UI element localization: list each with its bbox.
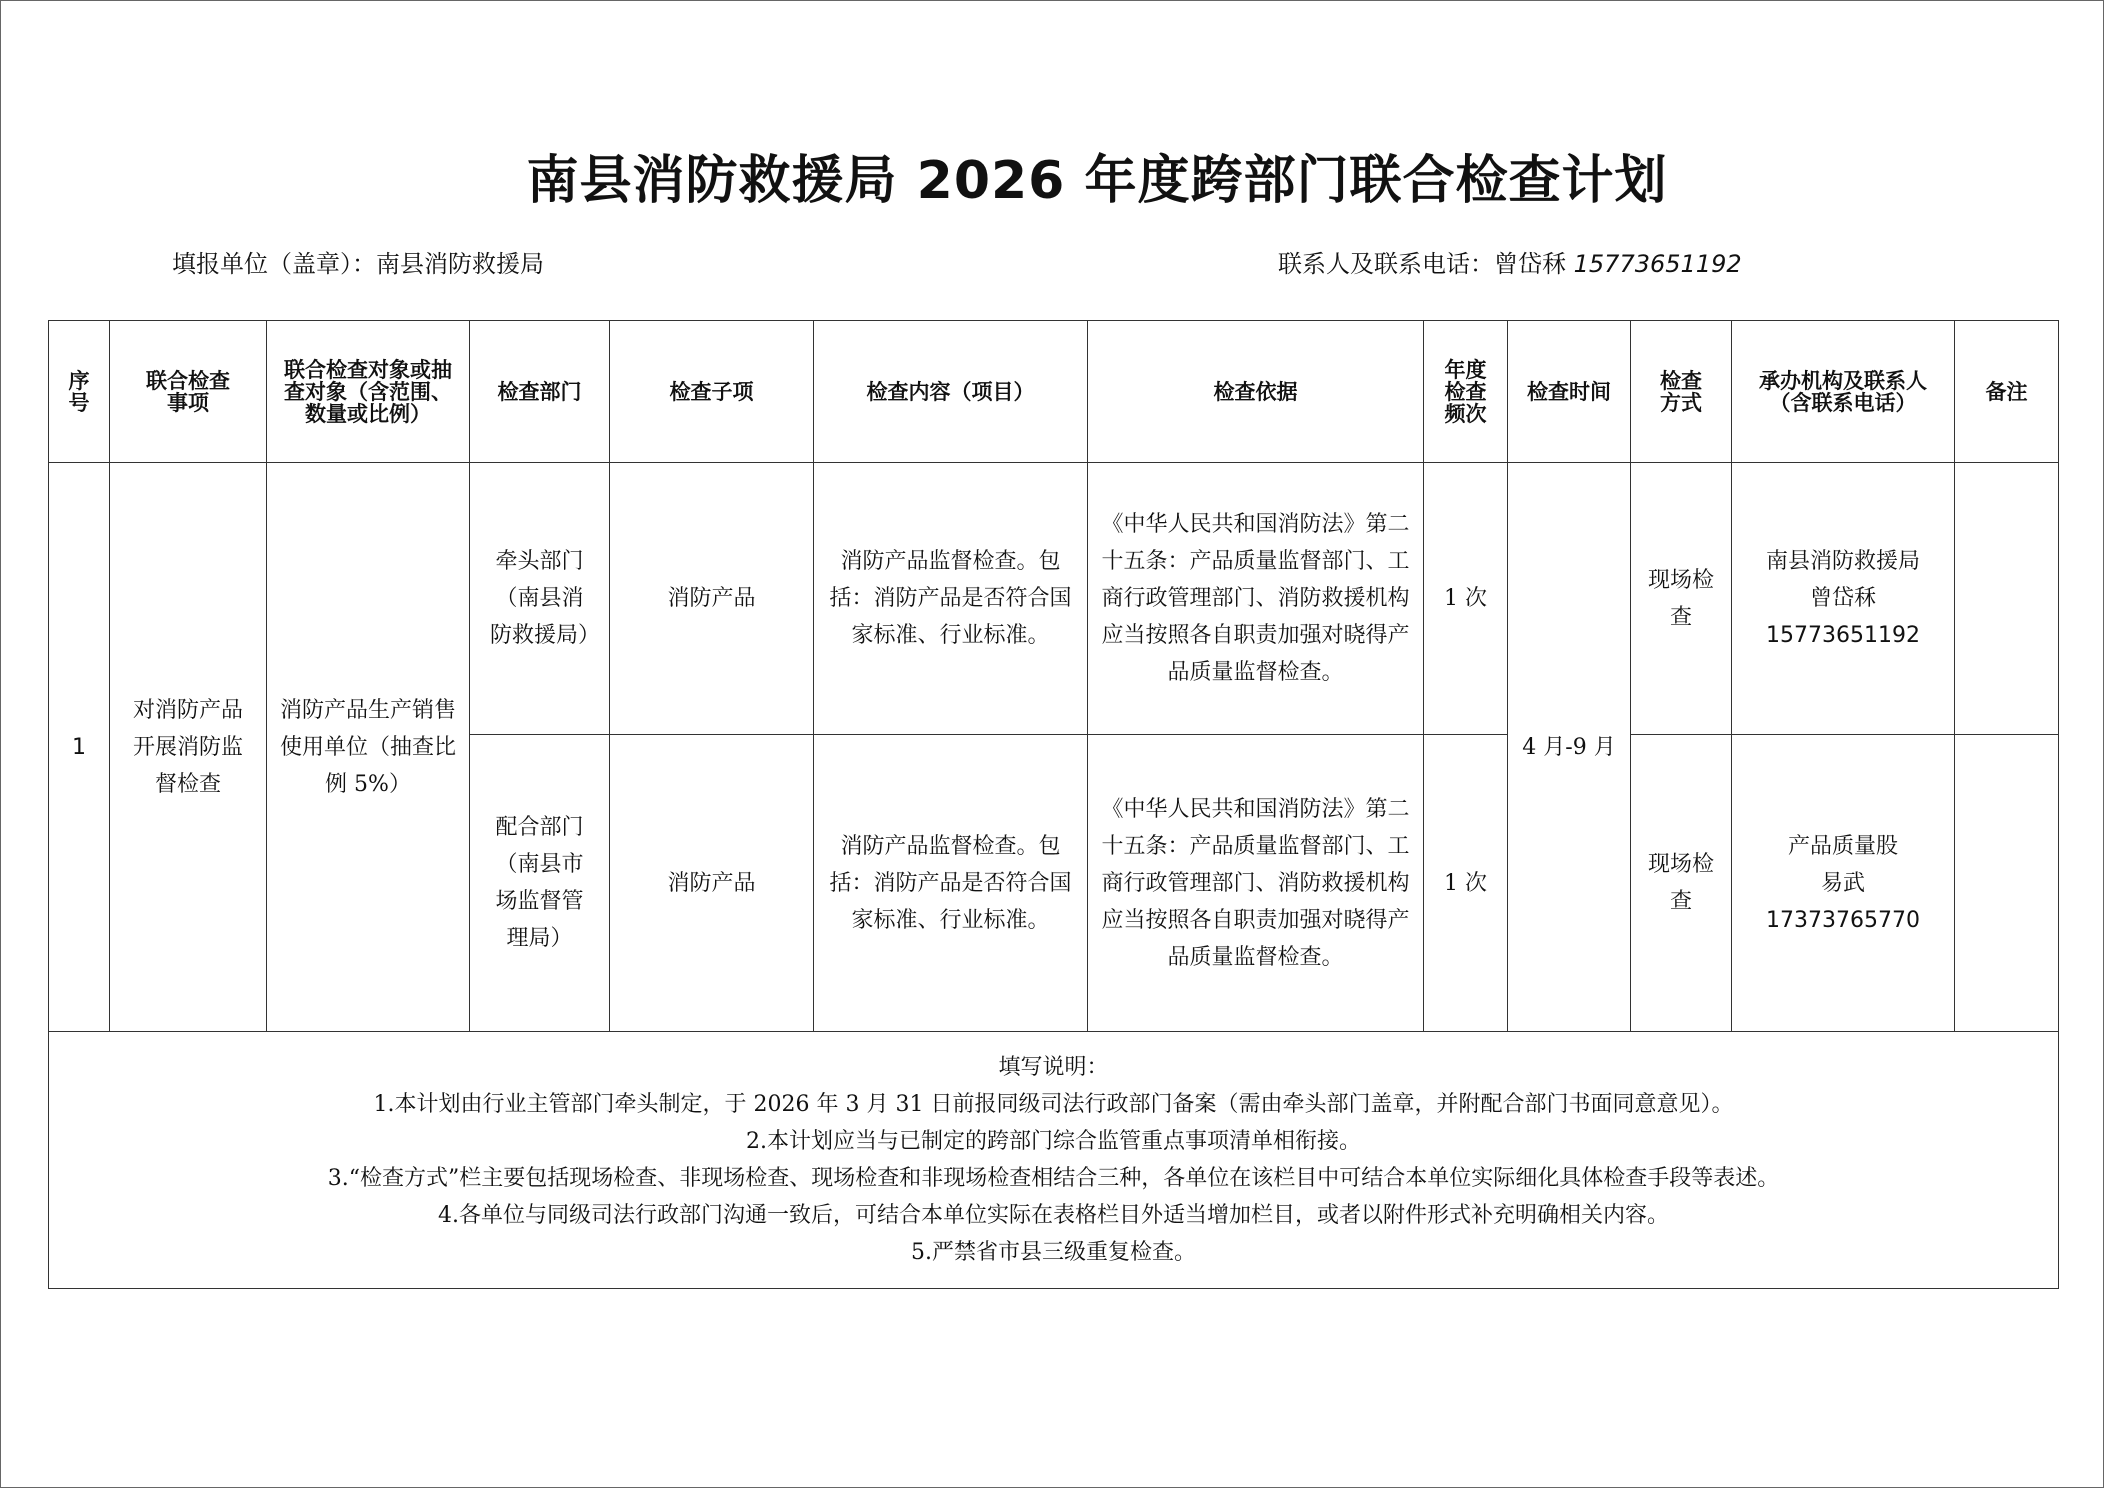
header-freq: 年度检查频次 bbox=[1424, 321, 1508, 463]
cell-content: 消防产品监督检查。包括：消防产品是否符合国家标准、行业标准。 bbox=[814, 463, 1088, 735]
note-line: 5.严禁省市县三级重复检查。 bbox=[911, 1240, 1196, 1265]
cell-method: 现场检查 bbox=[1631, 463, 1732, 735]
cell-remarks bbox=[1955, 735, 2059, 1032]
header-content: 检查内容（项目） bbox=[814, 321, 1088, 463]
agency-person: 易武 bbox=[1820, 870, 1865, 896]
cell-freq: 1 次 bbox=[1424, 463, 1508, 735]
cell-dept: 配合部门（南县市场监督管理局） bbox=[470, 735, 610, 1032]
agency-person: 曾岱秝 bbox=[1809, 586, 1876, 611]
header-item: 联合检查事项 bbox=[110, 321, 267, 463]
header-basis: 检查依据 bbox=[1088, 321, 1424, 463]
cell-basis: 《中华人民共和国消防法》第二十五条：产品质量监督部门、工商行政管理部门、消防救援机构应当按照各自职责加强对晓得产品质量监督检查。 bbox=[1088, 463, 1424, 735]
note-line: 1.本计划由行业主管部门牵头制定，于 2026 年 3 月 31 日前报同级司法行政部门备案（需由牵头部门盖章，并附配合部门书面同意意见）。 bbox=[373, 1092, 1734, 1117]
document-title: 南县消防救援局 2026 年度跨部门联合检查计划 bbox=[526, 151, 1668, 211]
cell-dept: 牵头部门（南县消防救援局） bbox=[470, 463, 610, 735]
cell-agency bbox=[1732, 735, 1955, 1032]
filler-contact bbox=[1278, 244, 1742, 279]
note-line: 2.本计划应当与已制定的跨部门综合监管重点事项清单相衔接。 bbox=[746, 1129, 1361, 1154]
header-remarks: 备注 bbox=[1955, 321, 2059, 463]
header-target: 联合检查对象或抽查对象（含范围、数量或比例） bbox=[267, 321, 470, 463]
header-method: 检查方式 bbox=[1631, 321, 1732, 463]
inspection-plan-table bbox=[48, 320, 2059, 1289]
cell-method: 现场检查 bbox=[1631, 735, 1732, 1032]
note-line: 3.“检查方式”栏主要包括现场检查、非现场检查、现场检查和非现场检查相结合三种，各单位在该栏目中可结合本单位实际细化具体检查手段等表述。 bbox=[327, 1166, 1780, 1191]
filler-contact-phone: 15773651192 bbox=[1573, 250, 1742, 278]
header-time: 检查时间 bbox=[1508, 321, 1631, 463]
cell-subitem: 消防产品 bbox=[610, 463, 814, 735]
cell-target: 消防产品生产销售使用单位（抽查比例 5%） bbox=[267, 463, 470, 1032]
note-line: 4.各单位与同级司法行政部门沟通一致后，可结合本单位实际在表格栏目外适当增加栏目，或者以附件形式补充明确相关内容。 bbox=[438, 1203, 1669, 1228]
cell-time: 4 月-9 月 bbox=[1508, 463, 1631, 1032]
table-header-row bbox=[49, 321, 2059, 463]
table-row bbox=[49, 463, 2059, 735]
cell-seq: 1 bbox=[49, 463, 110, 1032]
filler-unit-value: 南县消防救援局 bbox=[376, 250, 544, 278]
agency-org: 产品质量股 bbox=[1787, 833, 1898, 859]
notes-heading: 填写说明： bbox=[998, 1055, 1109, 1080]
notes-cell bbox=[49, 1032, 2059, 1289]
agency-org: 南县消防救援局 bbox=[1765, 549, 1920, 574]
filler-unit-label: 填报单位（盖章）： bbox=[172, 250, 376, 278]
cell-agency bbox=[1732, 463, 1955, 735]
filler-unit bbox=[172, 244, 544, 279]
header-dept: 检查部门 bbox=[470, 321, 610, 463]
cell-content: 消防产品监督检查。包括：消防产品是否符合国家标准、行业标准。 bbox=[814, 735, 1088, 1032]
header-subitem: 检查子项 bbox=[610, 321, 814, 463]
filler-contact-label: 联系人及联系电话： bbox=[1278, 250, 1494, 278]
agency-phone: 17373765770 bbox=[1766, 907, 1920, 933]
cell-basis: 《中华人民共和国消防法》第二十五条：产品质量监督部门、工商行政管理部门、消防救援机构应当按照各自职责加强对晓得产品质量监督检查。 bbox=[1088, 735, 1424, 1032]
cell-item: 对消防产品开展消防监督检查 bbox=[110, 463, 267, 1032]
agency-phone: 15773651192 bbox=[1766, 623, 1920, 648]
cell-freq: 1 次 bbox=[1424, 735, 1508, 1032]
filler-contact-name: 曾岱秝 bbox=[1494, 250, 1566, 278]
header-agency: 承办机构及联系人（含联系电话） bbox=[1732, 321, 1955, 463]
notes-row bbox=[49, 1032, 2059, 1289]
cell-subitem: 消防产品 bbox=[610, 735, 814, 1032]
cell-remarks bbox=[1955, 463, 2059, 735]
header-seq: 序号 bbox=[49, 321, 110, 463]
